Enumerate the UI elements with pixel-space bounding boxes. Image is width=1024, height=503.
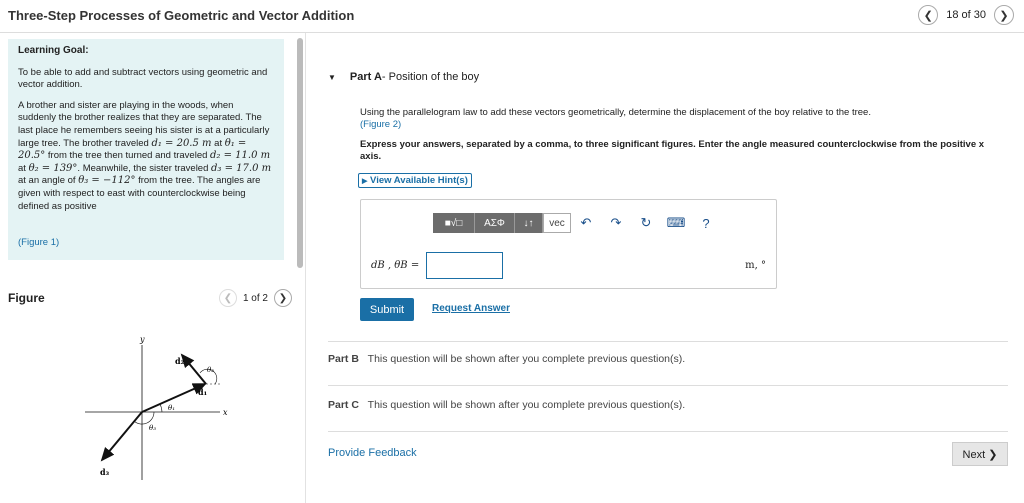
mid-text-1: from the tree then turned and traveled [45,150,211,162]
separator [328,431,1008,432]
caret-down-icon[interactable]: ▼ [328,72,336,82]
question-text: Using the parallelogram law to add these vectors geometrically, determine the displacement of the boy relative to the tree. [360,107,871,118]
theta1-arc [160,404,162,412]
y-label: y [140,335,145,344]
answer-label: dB , θB = [371,260,420,271]
story-text: A brother and sister are playing in the woods, when suddenly the brother realizes that they are separated. The last place he remembers seeing his sister is at a particularly large tree. The brother traveled [18,99,270,149]
chevron-right-icon[interactable]: ❯ [994,5,1014,25]
part-a-header[interactable] [328,63,1008,91]
d1-value: d₁ = 20.5 m [151,137,212,149]
redo-icon[interactable]: ↷ [610,215,622,230]
part-c-row[interactable] [328,399,685,411]
d2-label: d₂ [175,356,185,366]
view-hints-button[interactable] [358,173,472,188]
top-bar [0,0,1024,33]
undo-icon[interactable]: ↶ [580,215,592,230]
theta2-value: θ₂ = 139° [28,162,78,174]
part-a-instructions: Express your answers, separated by a comma, to three significant figures. Enter the angle measured counterclockwise from the positive x axis. [360,139,985,162]
caret-right-icon: ▶ [362,178,368,185]
chevron-right-icon[interactable]: ❯ [274,289,292,307]
answer-box [360,199,777,289]
learning-goal-box [8,39,284,260]
hint-label: View Available Hint(s) [370,175,468,186]
part-b-label: Part B [328,353,359,365]
theta2-label: θ₂ [207,366,215,374]
help-button[interactable]: ? [702,215,710,231]
vec-button[interactable]: vec [543,213,571,233]
part-a-title: - Position of the boy [381,71,480,83]
theta1-label: θ₁ [168,404,176,412]
d3-label: d₃ [100,467,110,477]
at-text: at [211,137,225,149]
learning-goal-text: To be able to add and subtract vectors using geometric and vector addition. [18,66,268,91]
at-text-2: at [18,162,29,174]
learning-goal-title: Learning Goal: [18,45,89,56]
separator [328,341,1008,342]
d3-value: d₃ = 17.0 m [211,162,272,174]
answer-input[interactable] [426,252,503,279]
chevron-left-icon[interactable]: ❮ [918,5,938,25]
theta1-value: θ₁ = 20.5° [18,137,247,162]
d2-value: d₂ = 11.0 m [210,150,271,162]
d3-arrow [102,412,142,460]
x-label: x [223,408,228,417]
part-b-row[interactable] [328,353,685,365]
part-a-question [360,107,1010,131]
tail-text: from the tree. The angles are given with respect to east with counterclockwise being defined as positive [18,175,261,212]
d2-arrow [182,355,206,384]
templates-button[interactable]: ■√□ [433,213,475,233]
problem-statement [18,100,274,213]
vector-diagram [70,300,240,485]
arrows-button[interactable]: ↓↑ [515,213,543,233]
figure-2-link[interactable]: (Figure 2) [360,119,402,130]
figure-position: 1 of 2 [242,292,268,304]
right-panel [306,33,1024,503]
provide-feedback-link[interactable]: Provide Feedback [328,447,417,459]
keyboard-icon[interactable]: ⌨ [666,215,686,230]
mid-text-2: . Meanwhile, the sister traveled [77,162,212,174]
submit-button[interactable]: Submit [360,298,414,321]
page-title: Three-Step Processes of Geometric and Vector Addition [8,8,355,23]
part-b-text: This question will be shown after you complete previous question(s). [367,353,686,365]
greek-button[interactable]: ΑΣΦ [475,213,515,233]
math-toolbar [433,213,721,233]
figure-1-link[interactable]: (Figure 1) [18,237,60,249]
part-c-label: Part C [328,399,359,411]
theta3-value: θ₃ = −112° [78,175,136,187]
request-answer-link[interactable]: Request Answer [432,303,510,314]
part-a-label: Part A [349,71,382,83]
question-pager [918,5,1014,25]
question-position: 18 of 30 [946,9,986,21]
theta3-label: θ₃ [149,424,157,432]
next-button[interactable]: Next ❯ [952,442,1008,466]
answer-unit: m, ° [745,260,766,271]
figure-title: Figure [8,291,45,305]
separator [328,385,1008,386]
mid-text-3: at an angle of [18,175,79,187]
chevron-left-icon[interactable]: ❮ [219,289,237,307]
d1-label: d₁ [198,387,208,397]
reset-icon[interactable]: ↻ [640,215,652,230]
left-scrollbar[interactable] [297,38,303,268]
part-c-text: This question will be shown after you complete previous question(s). [367,399,686,411]
